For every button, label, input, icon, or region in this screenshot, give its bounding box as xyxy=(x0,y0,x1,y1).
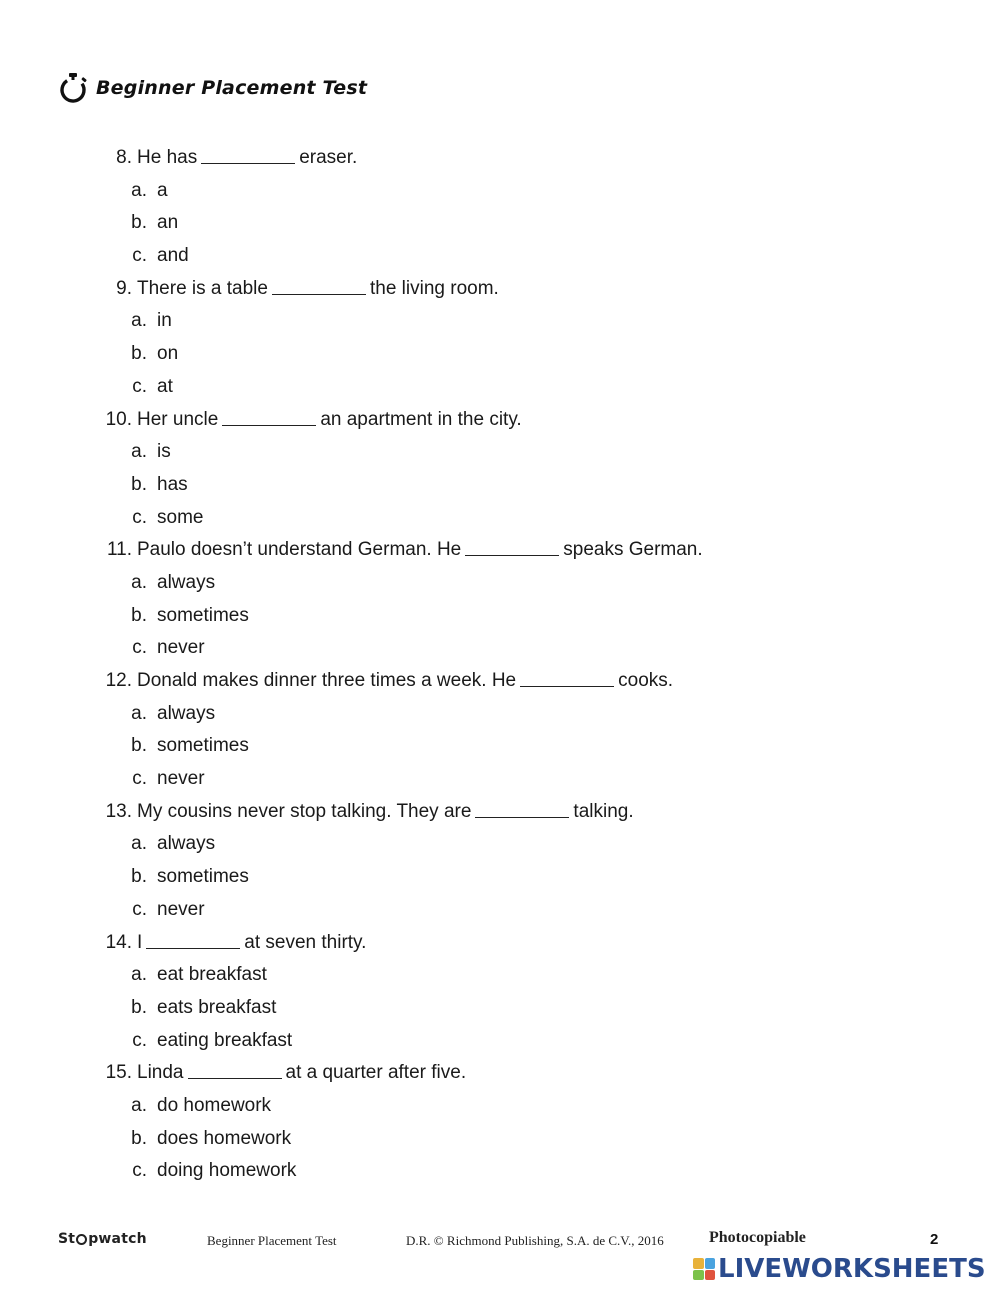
question-tail: the living room. xyxy=(369,277,499,299)
option-letter: c. xyxy=(132,1029,147,1051)
option-text: always xyxy=(157,833,216,855)
answer-option[interactable] xyxy=(0,959,1000,992)
answer-option[interactable] xyxy=(0,469,1000,502)
question-stem: Donald makes dinner three times a week. He xyxy=(137,670,517,691)
answer-option[interactable] xyxy=(0,632,1000,665)
footer-copyright: D.R. © Richmond Publishing, S.A. de C.V., 2016 xyxy=(406,1233,664,1248)
answer-blank[interactable] xyxy=(188,1077,282,1079)
answer-option[interactable] xyxy=(0,763,1000,796)
footer-photocopiable: Photocopiable xyxy=(709,1229,806,1246)
watermark-text: LIVEWORKSHEETS xyxy=(718,1254,986,1284)
answer-option[interactable] xyxy=(0,894,1000,927)
option-text: sometimes xyxy=(157,604,249,626)
question-number: 12. xyxy=(105,670,132,691)
answer-option[interactable] xyxy=(0,1123,1000,1156)
question-tail: eraser. xyxy=(299,147,358,168)
option-text: always xyxy=(157,702,216,724)
question-tail: talking. xyxy=(573,800,634,822)
question-8 xyxy=(0,142,1000,175)
option-text: never xyxy=(157,637,205,659)
icon-square xyxy=(693,1258,704,1269)
answer-option[interactable] xyxy=(0,828,1000,861)
answer-option[interactable] xyxy=(0,1090,1000,1123)
answer-blank[interactable] xyxy=(222,424,316,426)
question-text xyxy=(137,796,634,829)
footer-logo-pre: St xyxy=(58,1231,76,1247)
question-tail: speaks German. xyxy=(563,539,703,561)
answer-option[interactable] xyxy=(0,1025,1000,1058)
question-number: 10. xyxy=(105,408,132,430)
question-list xyxy=(0,142,1000,1188)
answer-option[interactable] xyxy=(0,861,1000,894)
question-stem: Her uncle xyxy=(137,408,219,430)
option-text: on xyxy=(157,343,179,365)
answer-option[interactable] xyxy=(0,436,1000,469)
question-text xyxy=(137,1057,466,1090)
answer-blank[interactable] xyxy=(465,554,559,556)
option-letter: a. xyxy=(131,310,147,332)
question-stem: My cousins never stop talking. They are xyxy=(137,800,472,822)
stopwatch-icon xyxy=(76,1234,87,1245)
option-text: do homework xyxy=(157,1094,272,1116)
liveworksheets-icon xyxy=(693,1258,715,1280)
option-text: sometimes xyxy=(157,866,249,888)
option-text: sometimes xyxy=(157,735,249,757)
question-number: 13. xyxy=(105,800,132,822)
question-9 xyxy=(0,273,1000,306)
question-10 xyxy=(0,404,1000,437)
question-stem: There is a table xyxy=(137,277,268,299)
option-letter: a. xyxy=(131,571,147,593)
answer-option[interactable] xyxy=(0,992,1000,1025)
question-stem: Paulo doesn’t understand German. He xyxy=(137,539,462,561)
question-stem: Linda xyxy=(137,1062,184,1084)
option-text: does homework xyxy=(157,1127,292,1149)
question-12 xyxy=(0,665,1000,698)
option-letter: b. xyxy=(131,343,147,365)
option-letter: c. xyxy=(132,637,147,659)
option-letter: b. xyxy=(131,996,147,1018)
question-text xyxy=(137,273,499,306)
question-11 xyxy=(0,534,1000,567)
question-text xyxy=(137,534,703,567)
footer-title: Beginner Placement Test xyxy=(207,1233,337,1248)
answer-option[interactable] xyxy=(0,600,1000,633)
question-text xyxy=(137,404,522,437)
question-tail: at seven thirty. xyxy=(244,931,367,953)
liveworksheets-watermark xyxy=(693,1254,986,1284)
option-letter: a. xyxy=(131,833,147,855)
answer-option[interactable] xyxy=(0,240,1000,273)
option-letter: a. xyxy=(131,179,147,201)
page-number: 2 xyxy=(930,1231,939,1248)
option-letter: b. xyxy=(131,473,147,495)
question-15 xyxy=(0,1057,1000,1090)
question-13 xyxy=(0,796,1000,829)
question-tail: cooks. xyxy=(618,670,674,691)
question-number: 15. xyxy=(105,1062,132,1084)
option-letter: a. xyxy=(131,964,147,986)
option-letter: c. xyxy=(132,898,147,920)
stopwatch-icon xyxy=(58,70,90,106)
question-number: 9. xyxy=(116,277,132,299)
answer-option[interactable] xyxy=(0,1155,1000,1188)
answer-blank[interactable] xyxy=(272,293,366,295)
option-letter: a. xyxy=(131,441,147,463)
option-text: never xyxy=(157,768,205,790)
question-number: 11. xyxy=(106,539,132,561)
option-letter: c. xyxy=(132,768,147,790)
option-letter: c. xyxy=(132,506,147,528)
question-text xyxy=(137,665,673,698)
question-tail: an apartment in the city. xyxy=(320,408,522,430)
option-letter: c. xyxy=(132,245,147,267)
answer-blank[interactable] xyxy=(475,816,569,818)
question-text xyxy=(137,927,366,960)
icon-square xyxy=(705,1270,716,1281)
footer-logo xyxy=(58,1231,147,1247)
option-text: eat breakfast xyxy=(157,964,267,986)
page-header xyxy=(58,70,367,106)
option-text: has xyxy=(157,473,188,495)
answer-option[interactable] xyxy=(0,371,1000,404)
answer-option[interactable] xyxy=(0,175,1000,208)
option-letter: b. xyxy=(131,866,147,888)
option-letter: c. xyxy=(132,375,147,397)
option-text: an xyxy=(157,212,179,234)
page-footer xyxy=(0,1226,1000,1256)
option-text: some xyxy=(157,506,204,528)
answer-option[interactable] xyxy=(0,305,1000,338)
option-letter: c. xyxy=(132,1160,147,1182)
option-letter: b. xyxy=(131,212,147,234)
question-text xyxy=(137,142,357,175)
question-tail: at a quarter after five. xyxy=(285,1062,467,1084)
option-text: a xyxy=(157,179,168,201)
answer-option[interactable] xyxy=(0,502,1000,535)
answer-option[interactable] xyxy=(0,698,1000,731)
answer-option[interactable] xyxy=(0,567,1000,600)
answer-option[interactable] xyxy=(0,207,1000,240)
footer-logo-post: pwatch xyxy=(88,1231,147,1247)
answer-blank[interactable] xyxy=(146,947,240,949)
option-text: and xyxy=(157,245,189,267)
page-title: Beginner Placement Test xyxy=(96,77,368,99)
question-number: 14. xyxy=(105,931,132,953)
option-text: eating breakfast xyxy=(157,1029,293,1051)
option-text: eats breakfast xyxy=(157,996,277,1018)
option-letter: a. xyxy=(131,1094,147,1116)
option-text: at xyxy=(157,375,173,397)
option-letter: a. xyxy=(131,702,147,724)
question-stem: He has xyxy=(137,147,198,168)
icon-square xyxy=(705,1258,716,1269)
option-letter: b. xyxy=(131,735,147,757)
question-stem: I xyxy=(137,931,143,953)
answer-option[interactable] xyxy=(0,338,1000,371)
option-text: doing homework xyxy=(157,1160,297,1182)
option-text: always xyxy=(157,571,216,593)
option-text: never xyxy=(157,898,205,920)
option-text: in xyxy=(157,310,172,332)
option-letter: b. xyxy=(131,604,147,626)
question-14 xyxy=(0,927,1000,960)
option-text: is xyxy=(157,441,171,463)
answer-blank[interactable] xyxy=(520,685,614,687)
question-number: 8. xyxy=(116,147,132,168)
answer-option[interactable] xyxy=(0,730,1000,763)
icon-square xyxy=(693,1270,704,1281)
answer-blank[interactable] xyxy=(201,162,295,164)
option-letter: b. xyxy=(131,1127,147,1149)
